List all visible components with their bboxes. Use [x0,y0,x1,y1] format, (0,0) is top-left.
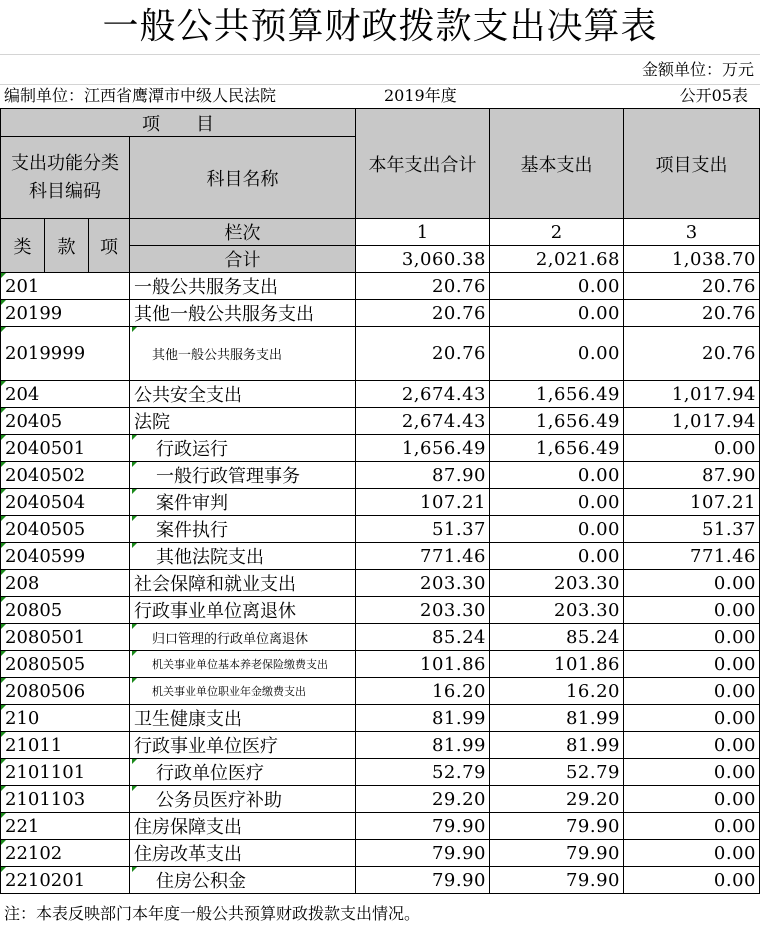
row-project[interactable]: 87.90 [624,462,760,489]
row-code[interactable] [1,435,130,462]
header-name: 科目名称 [130,137,356,219]
table-row [1,678,760,705]
cell-comment-marker-icon [1,759,6,764]
row-total[interactable]: 20.76 [356,327,490,381]
row-code-text: 21011 [5,734,63,756]
row-name[interactable] [130,786,356,813]
page-title: 一般公共预算财政拨款支出决算表 [0,0,760,55]
org-row [0,84,760,108]
row-name-text: 行政事业单位医疗 [134,736,278,757]
row-total[interactable]: 1,656.49 [356,435,490,462]
row-basic[interactable]: 0.00 [490,273,624,300]
header-xiang: 项 [89,219,130,273]
header-heji: 合计 [130,246,356,273]
header-basic: 基本支出 [490,109,624,219]
row-total[interactable]: 81.99 [356,705,490,732]
row-name[interactable] [130,732,356,759]
header-code: 支出功能分类科目编码 [1,137,130,219]
row-code[interactable] [1,705,130,732]
row-project[interactable]: 51.37 [624,516,760,543]
row-name-text: 公务员医疗补助 [156,790,282,811]
row-name[interactable] [130,678,356,705]
row-project[interactable]: 0.00 [624,732,760,759]
cell-comment-marker-icon [132,678,137,683]
row-code[interactable] [1,327,130,381]
row-basic[interactable]: 1,656.49 [490,408,624,435]
cell-comment-marker-icon [1,435,6,440]
row-code-text: 208 [5,572,40,594]
cell-comment-marker-icon [132,786,137,791]
row-name-text: 案件执行 [156,520,228,541]
row-name[interactable] [130,516,356,543]
row-name-text: 归口管理的行政单位离退休 [152,631,309,647]
row-name[interactable] [130,489,356,516]
row-name[interactable] [130,462,356,489]
cell-comment-marker-icon [132,462,137,467]
row-code[interactable] [1,786,130,813]
row-code[interactable] [1,651,130,678]
row-basic[interactable]: 16.20 [490,678,624,705]
row-code-text: 22102 [5,842,63,864]
cell-comment-marker-icon [1,813,6,818]
row-code-text: 2040505 [5,518,86,540]
header-kuan: 款 [45,219,89,273]
row-name-text: 一般公共服务支出 [134,277,278,298]
row-total[interactable]: 20.76 [356,300,490,327]
cell-comment-marker-icon [132,435,137,440]
row-basic[interactable]: 203.30 [490,570,624,597]
row-total[interactable]: 2,674.43 [356,408,490,435]
row-code[interactable] [1,273,130,300]
row-code[interactable] [1,867,130,894]
table-row [1,489,760,516]
table-row [1,759,760,786]
row-code[interactable] [1,408,130,435]
data-rows [1,273,760,894]
row-code-text: 204 [5,383,40,405]
row-basic[interactable]: 81.99 [490,732,624,759]
row-code-text: 221 [5,815,40,837]
row-project[interactable]: 107.21 [624,489,760,516]
row-code-text: 2040501 [5,437,86,459]
row-name[interactable] [130,327,356,381]
row-name-text: 行政运行 [156,439,228,460]
row-basic[interactable]: 81.99 [490,705,624,732]
cell-comment-marker-icon [132,867,137,872]
row-code-text: 2019999 [5,343,86,364]
row-total[interactable]: 52.79 [356,759,490,786]
row-code[interactable] [1,759,130,786]
row-basic[interactable]: 0.00 [490,462,624,489]
row-basic[interactable]: 0.00 [490,543,624,570]
row-total[interactable]: 203.30 [356,597,490,624]
row-name[interactable] [130,867,356,894]
cell-comment-marker-icon [1,489,6,494]
row-name[interactable] [130,570,356,597]
row-project[interactable]: 0.00 [624,678,760,705]
row-total[interactable]: 20.76 [356,273,490,300]
cell-comment-marker-icon [132,516,137,521]
row-total[interactable]: 87.90 [356,462,490,489]
table-row [1,705,760,732]
basic-sum: 2,021.68 [490,246,624,273]
row-code[interactable] [1,300,130,327]
header-lei: 类 [1,219,45,273]
cell-comment-marker-icon [132,759,137,764]
row-code[interactable] [1,732,130,759]
report-year: 2019年度 [384,86,457,105]
row-code-text: 2040502 [5,464,86,486]
cell-comment-marker-icon [132,489,137,494]
cell-comment-marker-icon [1,678,6,683]
table-row [1,624,760,651]
header-project: 项目支出 [624,109,760,219]
row-project[interactable]: 0.00 [624,570,760,597]
table-row [1,273,760,300]
row-name-text: 法院 [134,412,170,433]
row-basic[interactable]: 0.00 [490,516,624,543]
row-name-text: 住房公积金 [156,871,246,892]
row-code-text: 20805 [5,599,63,621]
row-code-text: 201 [5,275,40,297]
col-index-1: 1 [356,219,490,246]
row-total[interactable]: 771.46 [356,543,490,570]
row-code[interactable] [1,462,130,489]
cell-comment-marker-icon [1,327,6,332]
row-name[interactable] [130,381,356,408]
row-code[interactable] [1,543,130,570]
row-total[interactable]: 81.99 [356,732,490,759]
table-row [1,516,760,543]
table-row [1,300,760,327]
row-total[interactable]: 101.86 [356,651,490,678]
cell-comment-marker-icon [1,516,6,521]
row-name-text: 卫生健康支出 [134,709,242,730]
row-basic[interactable]: 0.00 [490,327,624,381]
row-code-text: 2080505 [5,653,86,675]
header-total: 本年支出合计 [356,109,490,219]
table-row [1,462,760,489]
row-name-text: 行政单位医疗 [156,763,264,784]
table-row [1,867,760,894]
table-row [1,813,760,840]
table-row [1,327,760,381]
table-row [1,408,760,435]
cell-comment-marker-icon [132,624,137,629]
row-code-text: 20405 [5,410,63,432]
cell-comment-marker-icon [132,327,137,332]
cell-comment-marker-icon [1,867,6,872]
row-basic[interactable]: 101.86 [490,651,624,678]
row-name-text: 行政事业单位离退休 [134,601,296,622]
cell-comment-marker-icon [1,732,6,737]
row-code-text: 2101103 [5,788,86,810]
form-number: 公开05表 [679,86,748,105]
table-row [1,597,760,624]
row-project[interactable]: 771.46 [624,543,760,570]
row-name[interactable] [130,651,356,678]
row-total[interactable]: 16.20 [356,678,490,705]
row-basic[interactable]: 85.24 [490,624,624,651]
org-name: 编制单位：江西省鹰潭市中级人民法院 [4,86,277,105]
expenditure-table [0,108,760,894]
row-name[interactable] [130,840,356,867]
row-name-text: 其他一般公共服务支出 [134,304,314,325]
row-name-text: 住房保障支出 [134,817,242,838]
row-total[interactable]: 79.90 [356,840,490,867]
cell-comment-marker-icon [1,597,6,602]
row-code-text: 210 [5,707,40,729]
row-code[interactable] [1,489,130,516]
cell-comment-marker-icon [132,651,137,656]
row-total[interactable]: 51.37 [356,516,490,543]
row-basic[interactable]: 29.20 [490,786,624,813]
cell-comment-marker-icon [1,300,6,305]
row-total[interactable]: 2,674.43 [356,381,490,408]
row-name[interactable] [130,300,356,327]
row-name-text: 机关事业单位职业年金缴费支出 [152,685,306,698]
row-name-text: 其他一般公共服务支出 [152,348,283,363]
row-code-text: 2080506 [5,680,86,702]
row-code[interactable] [1,516,130,543]
row-project[interactable]: 0.00 [624,759,760,786]
cell-comment-marker-icon [132,543,137,548]
unit-row [0,55,760,85]
row-basic[interactable]: 0.00 [490,300,624,327]
row-name-text: 住房改革支出 [134,844,242,865]
row-code-text: 2040504 [5,491,86,513]
row-name-text: 案件审判 [156,493,228,514]
row-project[interactable]: 0.00 [624,786,760,813]
row-code[interactable] [1,624,130,651]
row-project[interactable]: 0.00 [624,813,760,840]
row-code-text: 2080501 [5,626,86,648]
row-code[interactable] [1,570,130,597]
row-project[interactable]: 0.00 [624,651,760,678]
header-lanci: 栏次 [130,219,356,246]
row-basic[interactable]: 79.90 [490,867,624,894]
row-name[interactable] [130,435,356,462]
row-project[interactable]: 1,017.94 [624,408,760,435]
table-row [1,543,760,570]
row-total[interactable]: 79.90 [356,813,490,840]
cell-comment-marker-icon [1,408,6,413]
row-code[interactable] [1,840,130,867]
row-name-text: 一般行政管理事务 [156,466,300,487]
row-project[interactable]: 0.00 [624,840,760,867]
row-name-text: 公共安全支出 [134,385,242,406]
row-code[interactable] [1,678,130,705]
row-total[interactable]: 79.90 [356,867,490,894]
row-project[interactable]: 0.00 [624,705,760,732]
footnote: 注：本表反映部门本年度一般公共预算财政拨款支出情况。 [4,904,421,923]
row-project[interactable]: 20.76 [624,300,760,327]
table-row [1,570,760,597]
row-project[interactable]: 20.76 [624,327,760,381]
row-name[interactable] [130,408,356,435]
row-name-text: 社会保障和就业支出 [134,574,296,595]
cell-comment-marker-icon [1,273,6,278]
row-basic[interactable]: 1,656.49 [490,381,624,408]
row-name[interactable] [130,273,356,300]
row-total[interactable]: 107.21 [356,489,490,516]
row-basic[interactable]: 203.30 [490,597,624,624]
row-code[interactable] [1,381,130,408]
row-name-text: 其他法院支出 [156,547,264,568]
table-row [1,435,760,462]
row-project[interactable]: 0.00 [624,867,760,894]
col-index-2: 2 [490,219,624,246]
row-project[interactable]: 0.00 [624,597,760,624]
row-code-text: 2210201 [5,869,86,891]
row-code[interactable] [1,813,130,840]
col-index-3: 3 [624,219,760,246]
row-total[interactable]: 85.24 [356,624,490,651]
cell-comment-marker-icon [1,705,6,710]
row-name[interactable] [130,624,356,651]
table-row [1,786,760,813]
amount-unit: 金额单位：万元 [641,60,754,79]
row-code-text: 2101101 [5,761,86,783]
row-basic[interactable]: 79.90 [490,840,624,867]
row-project[interactable]: 0.00 [624,624,760,651]
row-basic[interactable]: 79.90 [490,813,624,840]
row-project[interactable]: 1,017.94 [624,381,760,408]
row-name[interactable] [130,759,356,786]
cell-comment-marker-icon [1,624,6,629]
cell-comment-marker-icon [1,543,6,548]
row-basic[interactable]: 52.79 [490,759,624,786]
cell-comment-marker-icon [1,462,6,467]
row-total[interactable]: 29.20 [356,786,490,813]
row-code-text: 2040599 [5,545,86,567]
row-basic[interactable]: 0.00 [490,489,624,516]
row-name[interactable] [130,543,356,570]
cell-comment-marker-icon [1,786,6,791]
row-total[interactable]: 203.30 [356,570,490,597]
header-item: 项 目 [1,109,356,137]
row-name[interactable] [130,705,356,732]
row-name-text: 机关事业单位基本养老保险缴费支出 [152,658,328,671]
cell-comment-marker-icon [1,651,6,656]
row-project[interactable]: 0.00 [624,435,760,462]
row-name[interactable] [130,813,356,840]
table-row [1,381,760,408]
cell-comment-marker-icon [1,570,6,575]
row-project[interactable]: 20.76 [624,273,760,300]
table-row [1,651,760,678]
row-name[interactable] [130,597,356,624]
row-code-text: 20199 [5,302,63,324]
row-code[interactable] [1,597,130,624]
row-basic[interactable]: 1,656.49 [490,435,624,462]
cell-comment-marker-icon [1,840,6,845]
project-sum: 1,038.70 [624,246,760,273]
table-row [1,732,760,759]
cell-comment-marker-icon [1,381,6,386]
table-row [1,840,760,867]
total-sum: 3,060.38 [356,246,490,273]
